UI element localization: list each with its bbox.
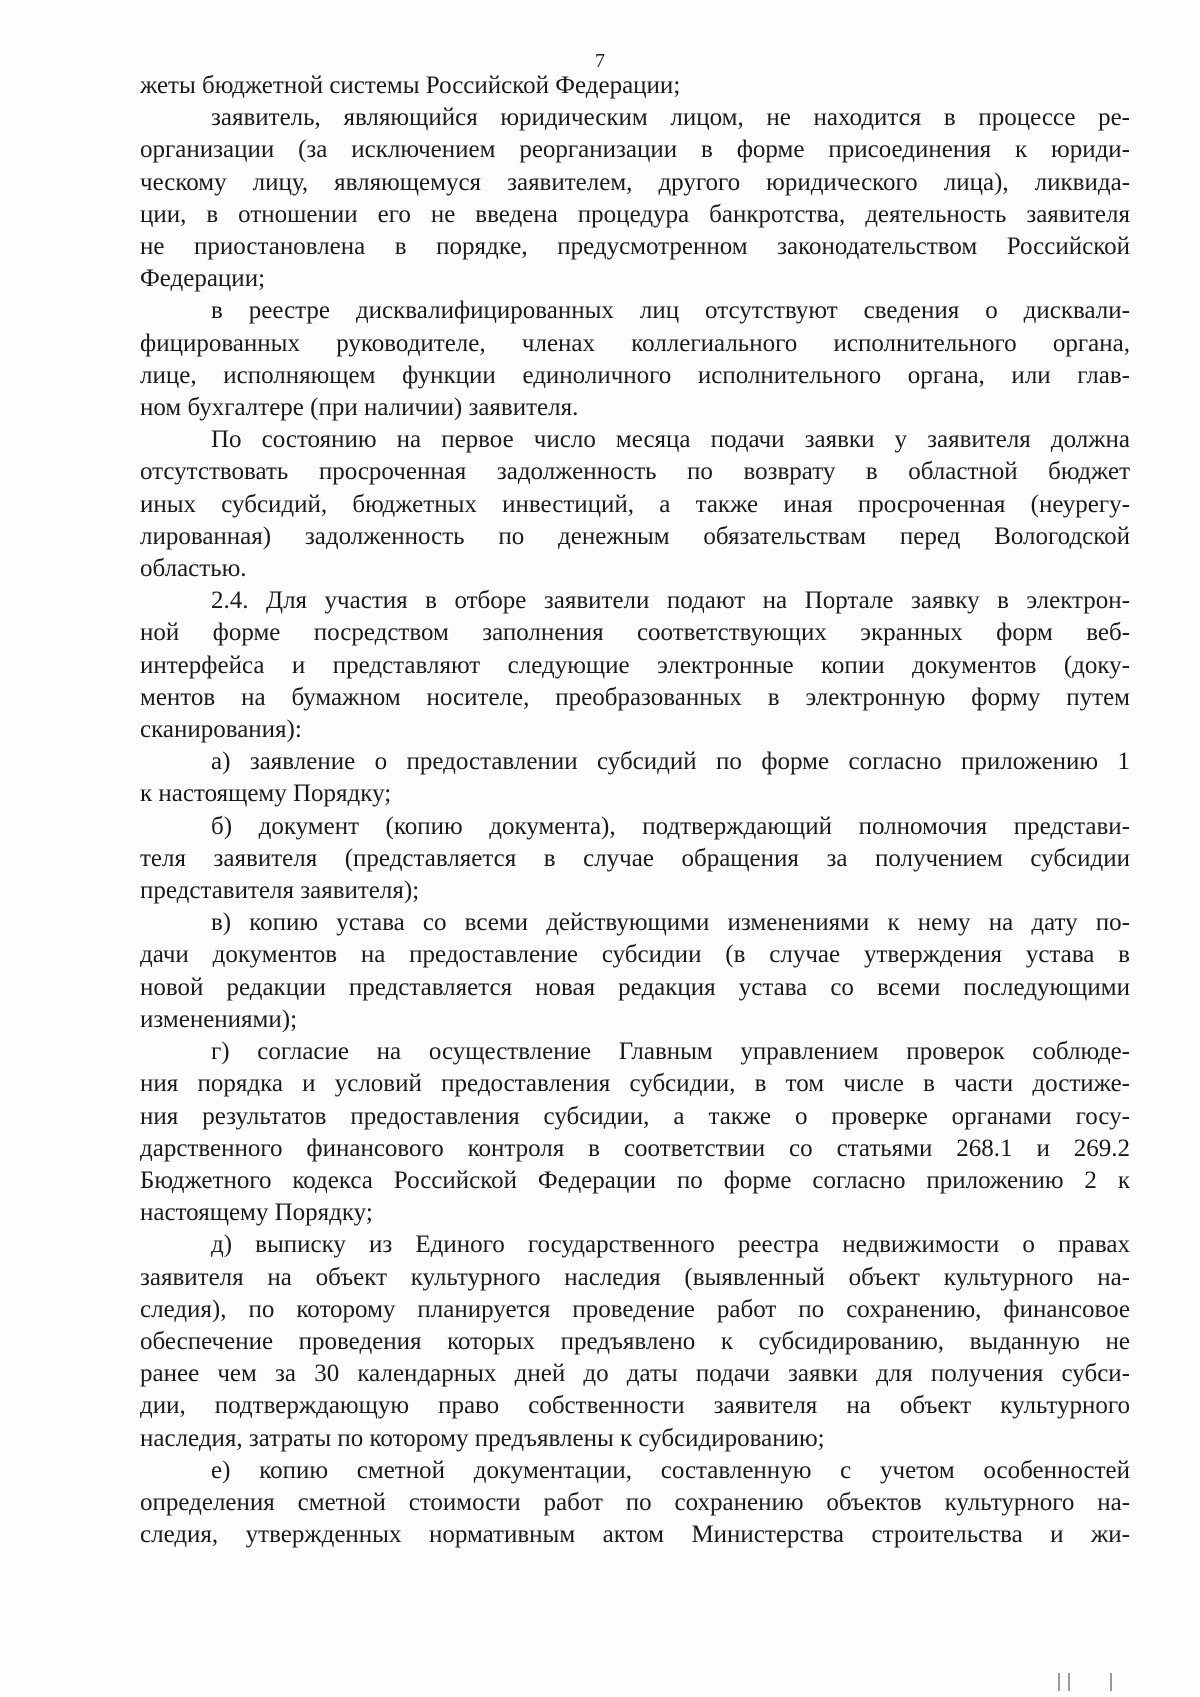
text-line: к настоящему Порядку; [140, 780, 392, 808]
text-line: новой редакции представляется новая редакция устава со всеми последующими [140, 973, 1130, 1001]
text-line: обеспечение проведения которых предъявлено к субсидированию, выданную не [140, 1327, 1130, 1355]
text-line: не приостановлена в порядке, предусмотренном законодательством Российской [140, 233, 1130, 261]
text-line: в реестре дисквалифицированных лиц отсутствуют сведения о дисквали- [211, 297, 1130, 325]
text-line: фицированных руководителе, членах коллегиального исполнительного органа, [140, 329, 1130, 357]
scan-artifact [1068, 1673, 1070, 1691]
text-line: изменениями); [140, 1005, 298, 1033]
text-line: отсутствовать просроченная задолженность по возврату в областной бюджет [140, 458, 1130, 486]
text-line: иных субсидий, бюджетных инвестиций, а также иная просроченная (неурегу- [140, 490, 1130, 518]
text-line: ной форме посредством заполнения соответствующих экранных форм веб- [140, 619, 1130, 647]
text-line: Федерации; [140, 265, 266, 293]
text-line: лице, исполняющем функции единоличного исполнительного органа, или глав- [140, 361, 1130, 389]
page-number: 7 [595, 50, 605, 72]
text-line: По состоянию на первое число месяца подачи заявки у заявителя должна [211, 426, 1130, 454]
text-line: дарственного финансового контроля в соответствии со статьями 268.1 и 269.2 [140, 1134, 1130, 1162]
text-line: г) согласие на осуществление Главным управлением проверок соблюде- [211, 1038, 1130, 1066]
text-line: организации (за исключением реорганизации в форме присоединения к юриди- [140, 136, 1130, 164]
text-line: жеты бюджетной системы Российской Федерации; [140, 72, 681, 99]
text-line: следия), по которому планируется проведение работ по сохранению, финансовое [140, 1295, 1130, 1323]
text-line: теля заявителя (представляется в случае обращения за получением субсидии [140, 844, 1130, 872]
scan-artifact [1110, 1673, 1112, 1691]
text-line: ческому лицу, являющемуся заявителем, другого юридического лица), ликвида- [140, 168, 1130, 196]
scan-artifact [1058, 1673, 1060, 1691]
text-line: дии, подтверждающую право собственности заявителя на объект культурного [140, 1392, 1130, 1420]
text-line: ранее чем за 30 календарных дней до даты подачи заявки для получения субси- [140, 1360, 1130, 1388]
text-line: наследия, затраты по которому предъявлены к субсидированию; [140, 1424, 825, 1452]
text-line: областью. [140, 555, 247, 583]
document-text [140, 70, 1130, 1551]
text-line: в) копию устава со всеми действующими изменениями к нему на дату по- [211, 909, 1130, 937]
text-line: интерфейса и представляют следующие электронные копии документов (доку- [140, 651, 1130, 679]
text-line: ции, в отношении его не введена процедура банкротства, деятельность заявителя [140, 200, 1130, 228]
text-line: лированная) задолженность по денежным обязательствам перед Вологодской [140, 522, 1130, 550]
text-line: ментов на бумажном носителе, преобразованных в электронную форму путем [140, 683, 1130, 711]
text-line: б) документ (копию документа), подтверждающий полномочия представи- [211, 812, 1130, 840]
text-line: Бюджетного кодекса Российской Федерации по форме согласно приложению 2 к [140, 1166, 1130, 1194]
text-line: определения сметной стоимости работ по сохранению объектов культурного на- [140, 1488, 1130, 1516]
text-line: представителя заявителя); [140, 877, 420, 905]
text-line: ния результатов предоставления субсидии, а также о проверке органами госу- [140, 1102, 1130, 1130]
text-line: 2.4. Для участия в отборе заявители подают на Портале заявку в электрон- [211, 587, 1130, 615]
text-line: е) копию сметной документации, составленную с учетом особенностей [211, 1456, 1130, 1484]
text-line: ния порядка и условий предоставления субсидии, в том числе в части достиже- [140, 1070, 1130, 1098]
text-line: заявитель, являющийся юридическим лицом, не находится в процессе ре- [211, 104, 1130, 132]
text-line: сканирования): [140, 716, 302, 744]
text-line: д) выписку из Единого государственного реестра недвижимости о правах [211, 1231, 1130, 1259]
text-line: настоящему Порядку; [140, 1199, 373, 1227]
text-line: ном бухгалтере (при наличии) заявителя. [140, 394, 579, 422]
text-line: а) заявление о предоставлении субсидий по форме согласно приложению 1 [211, 748, 1130, 776]
text-line: дачи документов на предоставление субсидии (в случае утверждения устава в [140, 941, 1130, 969]
text-line: следия, утвержденных нормативным актом Министерства строительства и жи- [140, 1521, 1130, 1549]
text-line: заявителя на объект культурного наследия (выявленный объект культурного на- [140, 1263, 1130, 1291]
